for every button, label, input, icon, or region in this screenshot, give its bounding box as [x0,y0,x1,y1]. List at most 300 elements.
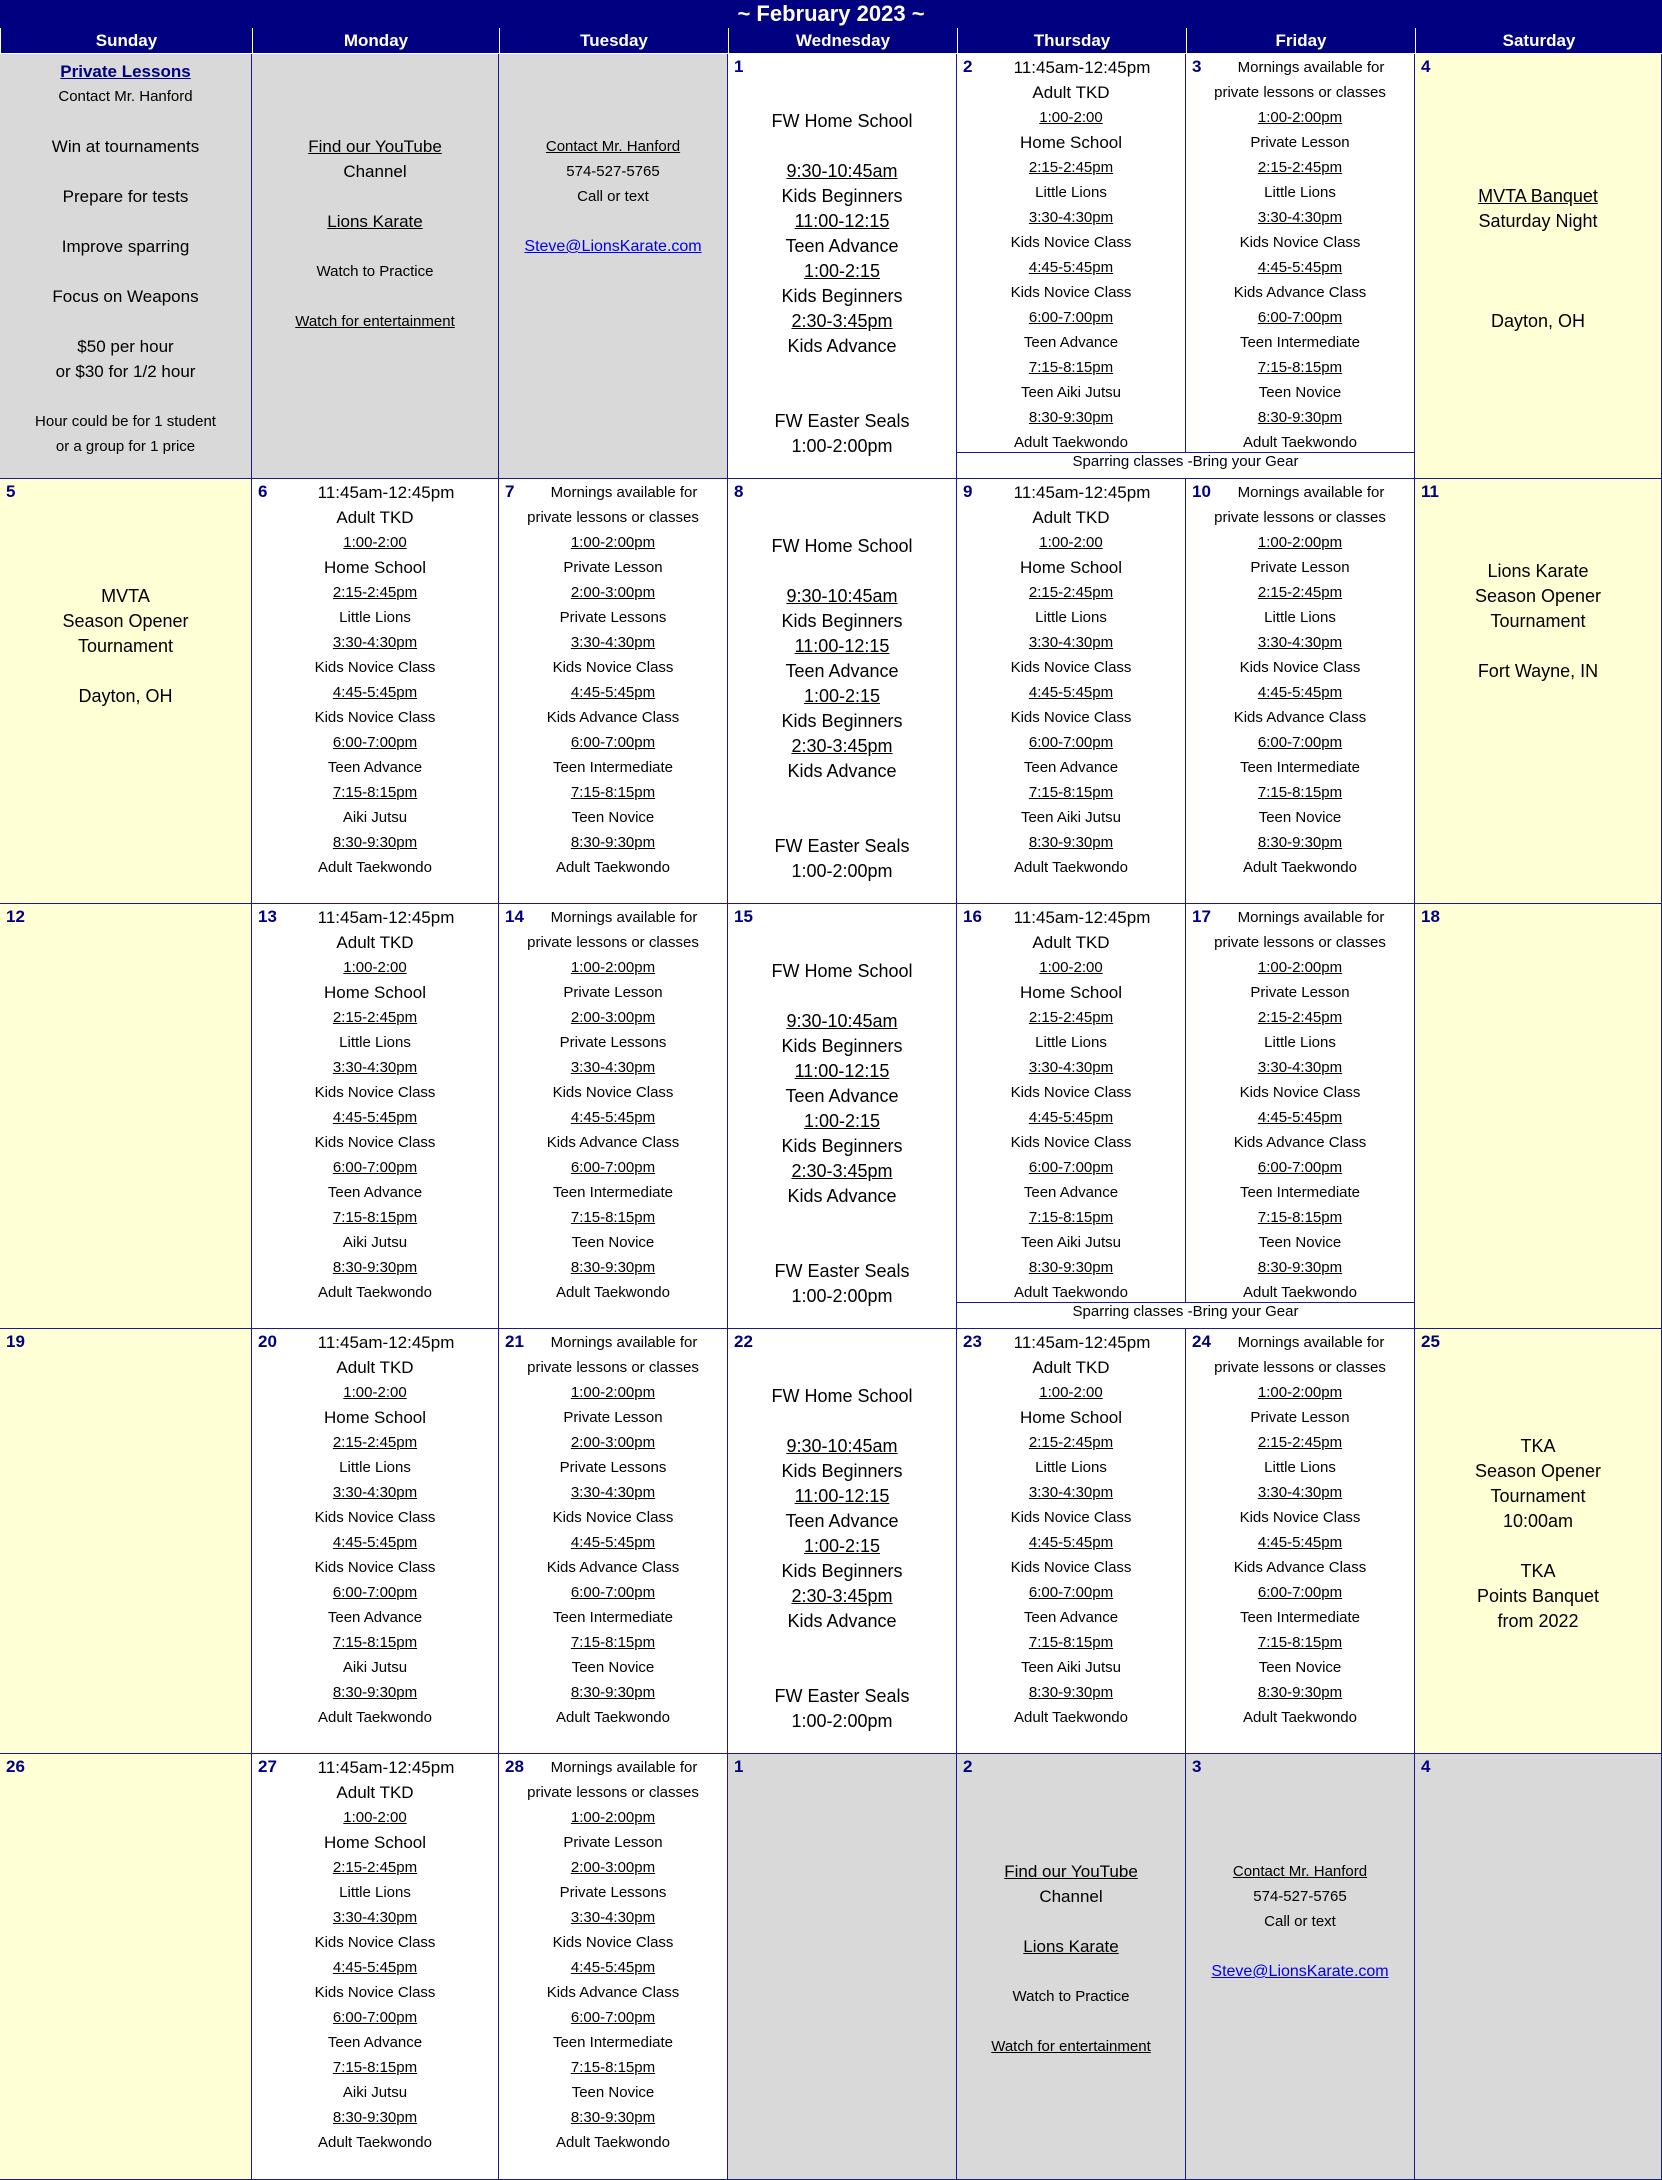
schedule-line: Kids Advance Class [1233,1134,1367,1151]
schedule-line [1415,1534,1661,1559]
schedule-line: Adult Taekwondo [1243,1284,1357,1301]
cell-content [499,1755,727,2155]
schedule-link[interactable]: Private Lessons [60,62,191,81]
day-number: 5 [6,482,16,501]
schedule-link[interactable]: Lions Karate [1023,1937,1119,1956]
schedule-line: MVTA [101,586,150,606]
schedule-line: Kids Novice Class [314,1084,436,1101]
schedule-line [252,109,498,134]
schedule-link[interactable]: 3:30-4:30pm [1028,1484,1114,1501]
schedule-link[interactable]: 2:15-2:45pm [332,584,418,601]
schedule-line: $50 per hour [77,337,174,356]
schedule-link[interactable]: Lions Karate [327,212,423,231]
schedule-link[interactable]: Contact Mr. Hanford [1232,1863,1368,1880]
schedule-line [957,1834,1185,1859]
schedule-link[interactable]: 6:00-7:00pm [1257,309,1343,326]
schedule-link[interactable]: 3:30-4:30pm [570,634,656,651]
schedule-line: TKA [1520,1561,1556,1581]
schedule-link[interactable]: 8:30-9:30pm [1028,1684,1114,1701]
schedule-line: Adult TKD [336,933,414,952]
schedule-line [1415,509,1661,534]
day-number: 11 [1421,482,1439,501]
schedule-link[interactable]: 7:15-8:15pm [332,784,418,801]
schedule-link[interactable]: 7:15-8:15pm [1028,1634,1114,1651]
schedule-link[interactable]: 4:45-5:45pm [1257,684,1343,701]
schedule-link[interactable]: 6:00-7:00pm [1028,309,1114,326]
cell-content [1186,905,1414,1305]
schedule-line: Adult Taekwondo [318,1709,432,1726]
schedule-line [728,84,956,109]
day-cell [957,479,1186,904]
schedule-link[interactable]: 1:00-2:00pm [570,1384,656,1401]
schedule-line: Kids Novice Class [1010,709,1132,726]
schedule-line: private lessons or classes [1214,934,1386,951]
schedule-link[interactable]: 1:00-2:00 [1039,1384,1103,1401]
schedule-link[interactable]: 8:30-9:30pm [1257,1684,1343,1701]
schedule-link[interactable]: 2:15-2:45pm [1028,584,1114,601]
schedule-line: private lessons or classes [1214,1359,1386,1376]
schedule-line: Mornings available for [1237,484,1385,501]
schedule-link[interactable]: 7:15-8:15pm [1028,784,1114,801]
schedule-line: Private Lessons [559,1884,667,1901]
schedule-line: FW Home School [771,536,913,556]
schedule-link[interactable]: 3:30-4:30pm [1257,1059,1343,1076]
schedule-link[interactable]: 2:15-2:45pm [1257,159,1343,176]
schedule-line: Kids Novice Class [1010,234,1132,251]
schedule-link[interactable]: Steve@LionsKarate.com [1211,1963,1389,1980]
schedule-link[interactable]: 1:00-2:00 [343,1809,407,1826]
schedule-link[interactable]: 1:00-2:00pm [570,959,656,976]
schedule-link[interactable]: 2:15-2:45pm [1257,1434,1343,1451]
schedule-line: 11:45am-12:45pm [317,483,455,502]
schedule-link[interactable]: 2:30-3:45pm [791,1586,893,1606]
schedule-link[interactable]: 7:15-8:15pm [332,1209,418,1226]
schedule-line [0,384,251,409]
schedule-line: FW Easter Seals [774,836,910,856]
schedule-link[interactable]: 7:15-8:15pm [570,1634,656,1651]
schedule-link[interactable]: 4:45-5:45pm [570,684,656,701]
schedule-line [957,2009,1185,2034]
schedule-link[interactable]: 1:00-2:00pm [570,534,656,551]
schedule-line: Kids Advance [787,761,897,781]
schedule-line: Little Lions [1264,1459,1336,1476]
schedule-link[interactable]: 8:30-9:30pm [1028,1259,1114,1276]
schedule-link[interactable]: 6:00-7:00pm [1257,734,1343,751]
schedule-link[interactable]: 2:00-3:00pm [570,584,656,601]
schedule-link[interactable]: 7:15-8:15pm [570,2059,656,2076]
schedule-link[interactable]: 2:15-2:45pm [332,1009,418,1026]
schedule-line [1415,84,1661,109]
schedule-line: 1:00-2:00pm [791,1286,893,1306]
schedule-line: or a group for 1 price [55,438,196,455]
day-cell [499,479,728,904]
schedule-line: Little Lions [339,1884,411,1901]
schedule-link[interactable]: 2:15-2:45pm [332,1434,418,1451]
schedule-link[interactable]: 3:30-4:30pm [1028,209,1114,226]
day-number: 26 [6,1757,25,1776]
schedule-link[interactable]: 4:45-5:45pm [332,1534,418,1551]
schedule-link[interactable]: 1:00-2:15 [803,1536,881,1556]
schedule-line: Teen Novice [571,2084,655,2101]
schedule-line: Teen Aiki Jutsu [1020,384,1122,401]
schedule-link[interactable]: 11:00-12:15 [794,1486,890,1506]
schedule-line: Kids Beginners [781,186,903,206]
schedule-link[interactable]: 6:00-7:00pm [1028,1159,1114,1176]
schedule-link[interactable]: 2:00-3:00pm [570,1434,656,1451]
schedule-link[interactable]: 3:30-4:30pm [332,1909,418,1926]
schedule-link[interactable]: 7:15-8:15pm [1257,359,1343,376]
schedule-line: Little Lions [1035,609,1107,626]
schedule-line: Adult Taekwondo [318,2134,432,2151]
day-cell [728,479,957,904]
schedule-link[interactable]: 6:00-7:00pm [332,2009,418,2026]
schedule-line: Kids Advance [787,1611,897,1631]
schedule-link[interactable]: 6:00-7:00pm [1257,1159,1343,1176]
schedule-line: Mornings available for [1237,1334,1385,1351]
schedule-line [1415,284,1661,309]
cell-content [957,480,1185,880]
schedule-line: FW Easter Seals [774,411,910,431]
day-header-thursday: Thursday [957,28,1186,53]
schedule-link[interactable]: Contact Mr. Hanford [545,138,681,155]
schedule-line: Teen Advance [1023,1184,1119,1201]
schedule-line: 1:00-2:00pm [791,1711,893,1731]
schedule-line: Teen Intermediate [552,1184,674,1201]
schedule-link[interactable]: 2:15-2:45pm [332,1859,418,1876]
schedule-link[interactable]: 2:30-3:45pm [791,1161,893,1181]
schedule-line [728,134,956,159]
day-cell [0,479,252,904]
schedule-link[interactable]: 2:00-3:00pm [570,1009,656,1026]
schedule-link[interactable]: 9:30-10:45am [786,1011,898,1031]
schedule-line: Kids Novice Class [314,709,436,726]
schedule-line: Private Lesson [563,559,663,576]
day-number: 22 [734,1332,753,1351]
schedule-link[interactable]: 3:30-4:30pm [332,1059,418,1076]
day-cell [499,904,728,1329]
schedule-line: Kids Novice Class [552,1509,674,1526]
schedule-link[interactable]: 4:45-5:45pm [1028,259,1114,276]
schedule-link[interactable]: 8:30-9:30pm [570,1259,656,1276]
schedule-line: Watch to Practice [1012,1988,1130,2005]
schedule-line: Kids Novice Class [1239,234,1361,251]
schedule-line: Kids Novice Class [552,1084,674,1101]
schedule-line [1415,234,1661,259]
schedule-link[interactable]: 8:30-9:30pm [1028,834,1114,851]
schedule-line [252,184,498,209]
schedule-line: Adult TKD [1032,933,1110,952]
schedule-link[interactable]: 2:15-2:45pm [1028,1434,1114,1451]
schedule-line: Adult Taekwondo [1014,1709,1128,1726]
cell-content [252,1330,498,1730]
schedule-line: Teen Advance [1023,334,1119,351]
schedule-line: Dayton, OH [78,686,173,706]
schedule-line: Little Lions [339,609,411,626]
schedule-link[interactable]: 6:00-7:00pm [570,2009,656,2026]
schedule-line: Teen Aiki Jutsu [1020,809,1122,826]
day-number: 9 [963,482,973,501]
schedule-link[interactable]: 4:45-5:45pm [1028,1534,1114,1551]
schedule-link[interactable]: 11:00-12:15 [794,636,890,656]
schedule-line: Tournament [1490,611,1586,631]
schedule-link[interactable]: 4:45-5:45pm [1028,1109,1114,1126]
schedule-line: Adult Taekwondo [1014,859,1128,876]
schedule-line: Adult TKD [336,508,414,527]
schedule-link[interactable]: 7:15-8:15pm [1257,1209,1343,1226]
day-cell [499,1329,728,1754]
schedule-line: Kids Novice Class [314,1934,436,1951]
schedule-line: Teen Novice [1258,1659,1342,1676]
schedule-line: Teen Intermediate [552,2034,674,2051]
schedule-link[interactable]: 3:30-4:30pm [332,1484,418,1501]
schedule-link[interactable]: 6:00-7:00pm [1028,1584,1114,1601]
schedule-link[interactable]: 4:45-5:45pm [332,684,418,701]
schedule-link[interactable]: 7:15-8:15pm [570,1209,656,1226]
schedule-link[interactable]: 4:45-5:45pm [1257,1534,1343,1551]
schedule-line: Adult Taekwondo [556,1284,670,1301]
schedule-line: Kids Advance Class [1233,284,1367,301]
day-cell [1186,54,1415,479]
schedule-link[interactable]: 1:00-2:15 [803,686,881,706]
day-cell [957,1329,1186,1754]
schedule-line [957,1959,1185,1984]
day-number: 4 [1421,1757,1431,1776]
day-number: 21 [505,1332,524,1351]
schedule-link[interactable]: 1:00-2:00 [343,1384,407,1401]
schedule-link[interactable]: 1:00-2:00pm [1257,959,1343,976]
schedule-line: Little Lions [1035,184,1107,201]
schedule-line: FW Home School [771,111,913,131]
schedule-link[interactable]: 1:00-2:00 [1039,109,1103,126]
schedule-line: Adult TKD [1032,1358,1110,1377]
schedule-link[interactable]: 2:00-3:00pm [570,1859,656,1876]
schedule-line: Contact Mr. Hanford [58,88,193,105]
schedule-line [1415,259,1661,284]
day-cell [252,1754,499,2180]
schedule-link[interactable]: 6:00-7:00pm [570,1584,656,1601]
schedule-link[interactable]: 4:45-5:45pm [1257,259,1343,276]
schedule-link[interactable]: Find our YouTube [308,137,442,156]
schedule-line [0,209,251,234]
schedule-link[interactable]: 2:30-3:45pm [791,736,893,756]
schedule-line: Teen Advance [327,1609,423,1626]
schedule-line: Kids Advance [787,336,897,356]
schedule-line: Private Lessons [559,609,667,626]
schedule-link[interactable]: 8:30-9:30pm [332,834,418,851]
schedule-line: Aiki Jutsu [342,1234,408,1251]
schedule-line: Prepare for tests [62,187,189,206]
schedule-link[interactable]: 6:00-7:00pm [332,1159,418,1176]
schedule-line: Kids Beginners [781,1036,903,1056]
schedule-link[interactable]: 4:45-5:45pm [570,1534,656,1551]
schedule-link[interactable]: 3:30-4:30pm [1257,634,1343,651]
day-cell [957,1754,1186,2180]
schedule-link[interactable]: 1:00-2:00pm [1257,534,1343,551]
day-number: 3 [1192,1757,1202,1776]
schedule-link[interactable]: 1:00-2:00 [1039,534,1103,551]
schedule-link[interactable]: 8:30-9:30pm [570,2109,656,2126]
schedule-line [728,1234,956,1259]
schedule-line: Kids Advance Class [1233,1559,1367,1576]
schedule-line: Channel [1039,1887,1103,1906]
schedule-line: Kids Advance Class [546,709,680,726]
schedule-line [1415,109,1661,134]
schedule-link[interactable]: 4:45-5:45pm [332,1959,418,1976]
schedule-link[interactable]: 3:30-4:30pm [1257,209,1343,226]
schedule-line: Adult TKD [336,1783,414,1802]
schedule-line: Adult Taekwondo [1014,1284,1128,1301]
schedule-link[interactable]: 8:30-9:30pm [1028,409,1114,426]
schedule-link[interactable]: 4:45-5:45pm [1028,684,1114,701]
schedule-link[interactable]: 1:00-2:15 [803,261,881,281]
schedule-link[interactable]: 11:00-12:15 [794,1061,890,1081]
schedule-link[interactable]: Find our YouTube [1004,1862,1138,1881]
schedule-line: private lessons or classes [527,934,699,951]
day-header-sunday: Sunday [0,28,252,53]
schedule-link[interactable]: Steve@LionsKarate.com [524,238,702,255]
schedule-link[interactable]: 7:15-8:15pm [332,1634,418,1651]
schedule-line: Kids Novice Class [1239,659,1361,676]
schedule-line [1186,1809,1414,1834]
schedule-link[interactable]: 8:30-9:30pm [1257,1259,1343,1276]
schedule-link[interactable]: 3:30-4:30pm [1028,634,1114,651]
schedule-link[interactable]: MVTA Banquet [1478,186,1598,206]
schedule-link[interactable]: 1:00-2:00pm [1257,1384,1343,1401]
schedule-line: Teen Novice [571,809,655,826]
schedule-line: Channel [343,162,407,181]
schedule-line: Mornings available for [550,1334,698,1351]
schedule-line: Adult Taekwondo [556,859,670,876]
schedule-link[interactable]: 3:30-4:30pm [570,1059,656,1076]
schedule-line: private lessons or classes [1214,84,1386,101]
schedule-line [0,509,251,534]
schedule-link[interactable]: 6:00-7:00pm [570,734,656,751]
schedule-line: Home School [1019,133,1123,152]
schedule-link[interactable]: 7:15-8:15pm [570,784,656,801]
schedule-link[interactable]: 8:30-9:30pm [332,1259,418,1276]
schedule-link[interactable]: 8:30-9:30pm [1257,409,1343,426]
info-cell [252,54,499,479]
schedule-line: Kids Novice Class [314,1984,436,2001]
schedule-link[interactable]: 3:30-4:30pm [1028,1059,1114,1076]
schedule-line: Teen Novice [571,1234,655,1251]
schedule-link[interactable]: 8:30-9:30pm [570,834,656,851]
schedule-line: Win at tournaments [51,137,200,156]
schedule-line [0,259,251,284]
schedule-link[interactable]: 4:45-5:45pm [332,1109,418,1126]
schedule-link[interactable]: 11:00-12:15 [794,211,890,231]
schedule-link[interactable]: 1:00-2:00pm [1257,109,1343,126]
schedule-link[interactable]: Watch for entertainment [295,313,455,330]
schedule-link[interactable]: 8:30-9:30pm [1257,834,1343,851]
schedule-line: Private Lesson [563,1834,663,1851]
day-cell [1186,904,1415,1329]
schedule-line: Little Lions [339,1459,411,1476]
calendar-title: ~ February 2023 ~ [0,0,1662,28]
schedule-link[interactable]: 1:00-2:00 [343,534,407,551]
schedule-link[interactable]: 1:00-2:00 [1039,959,1103,976]
schedule-link[interactable]: 6:00-7:00pm [1028,734,1114,751]
schedule-link[interactable]: 7:15-8:15pm [1257,784,1343,801]
schedule-link[interactable]: 6:00-7:00pm [570,1159,656,1176]
schedule-line: Points Banquet [1476,1586,1600,1606]
schedule-line: Adult Taekwondo [1243,1709,1357,1726]
schedule-line [252,234,498,259]
schedule-link[interactable]: 9:30-10:45am [786,161,898,181]
schedule-line: 1:00-2:00pm [791,436,893,456]
day-number: 3 [1192,57,1202,76]
schedule-link[interactable]: 3:30-4:30pm [570,1484,656,1501]
schedule-link[interactable]: 2:15-2:45pm [1028,1009,1114,1026]
day-number: 12 [6,907,25,926]
schedule-link[interactable]: 4:45-5:45pm [570,1109,656,1126]
schedule-link[interactable]: 6:00-7:00pm [332,1584,418,1601]
schedule-line [728,1659,956,1684]
schedule-link[interactable]: 8:30-9:30pm [570,1684,656,1701]
schedule-link[interactable]: 4:45-5:45pm [1257,1109,1343,1126]
schedule-line: Season Opener [62,611,189,631]
schedule-link[interactable]: 2:15-2:45pm [1257,584,1343,601]
schedule-line: 11:45am-12:45pm [1013,58,1151,77]
schedule-link[interactable]: 1:00-2:15 [803,1111,881,1131]
day-number: 6 [258,482,268,501]
schedule-link[interactable]: 7:15-8:15pm [1028,1209,1114,1226]
day-cell [0,1329,252,1754]
schedule-link[interactable]: 4:45-5:45pm [570,1959,656,1976]
schedule-line: Teen Novice [1258,1234,1342,1251]
schedule-link[interactable]: 7:15-8:15pm [1028,359,1114,376]
schedule-link[interactable]: 6:00-7:00pm [332,734,418,751]
schedule-link[interactable]: 3:30-4:30pm [332,634,418,651]
schedule-link[interactable]: 2:15-2:45pm [1257,1009,1343,1026]
schedule-link[interactable]: 7:15-8:15pm [332,2059,418,2076]
schedule-line [1186,1784,1414,1809]
schedule-line [1415,134,1661,159]
schedule-link[interactable]: 8:30-9:30pm [332,2109,418,2126]
schedule-link[interactable]: 7:15-8:15pm [1257,1634,1343,1651]
schedule-line: Adult Taekwondo [1014,434,1128,451]
info-cell [0,54,252,479]
schedule-link[interactable]: 1:00-2:00 [343,959,407,976]
schedule-line: Adult Taekwondo [1243,859,1357,876]
schedule-link[interactable]: Watch for entertainment [991,2038,1151,2055]
schedule-line: Home School [1019,1408,1123,1427]
schedule-line: Teen Intermediate [1239,1184,1361,1201]
day-cell [1186,1754,1415,2180]
cell-content [1186,1784,1414,1984]
schedule-link[interactable]: 1:00-2:00pm [570,1809,656,1826]
cell-content [499,1330,727,1730]
day-number: 2 [963,57,973,76]
schedule-line: Aiki Jutsu [342,2084,408,2101]
schedule-line [1415,1384,1661,1409]
schedule-link[interactable]: 2:15-2:45pm [1028,159,1114,176]
schedule-link[interactable]: 9:30-10:45am [786,586,898,606]
cell-content [957,905,1185,1305]
schedule-line: 10:00am [1502,1511,1574,1531]
schedule-link[interactable]: 9:30-10:45am [786,1436,898,1456]
day-number: 28 [505,1757,524,1776]
schedule-line [728,1359,956,1384]
schedule-line [728,1409,956,1434]
schedule-link[interactable]: 3:30-4:30pm [1257,1484,1343,1501]
schedule-link[interactable]: 2:30-3:45pm [791,311,893,331]
schedule-line [957,1809,1185,1834]
schedule-link[interactable]: 6:00-7:00pm [1257,1584,1343,1601]
schedule-link[interactable]: 3:30-4:30pm [570,1909,656,1926]
schedule-link[interactable]: 8:30-9:30pm [332,1684,418,1701]
day-cell [0,1754,252,2180]
